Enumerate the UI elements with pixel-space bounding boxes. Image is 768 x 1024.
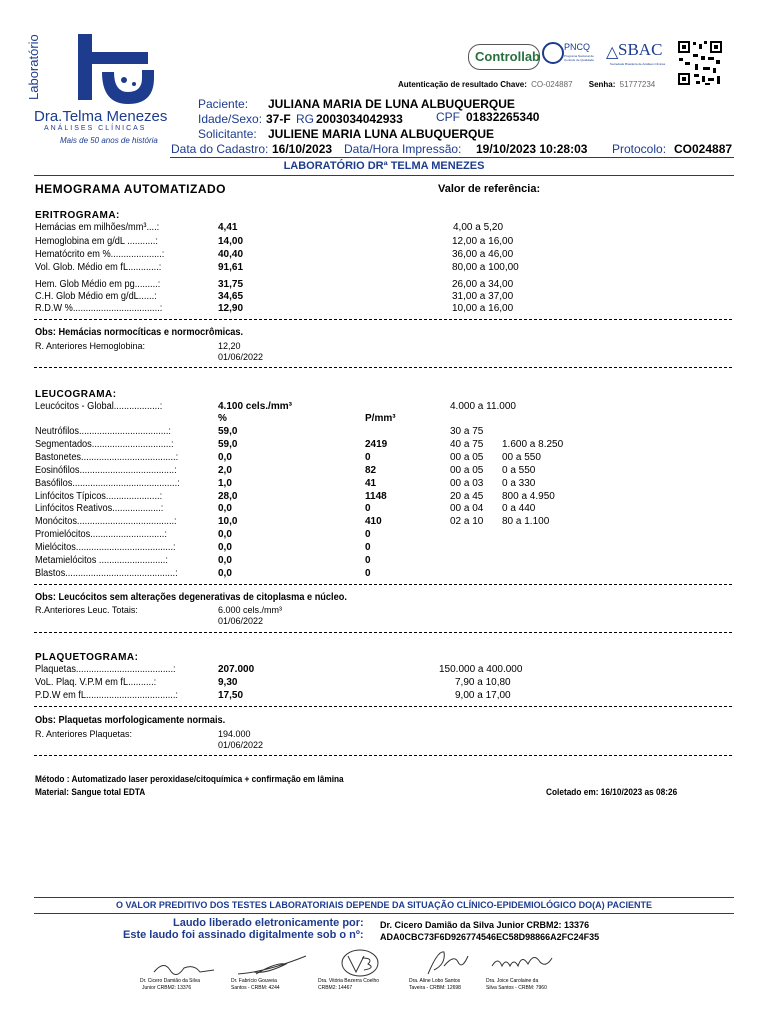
patient-impressao: 19/10/2023 10:28:03: [476, 142, 588, 156]
cell-label: Bastonetes.....................................:: [35, 451, 179, 463]
eritrograma-title: ERITROGRAMA:: [35, 210, 120, 221]
divider: [34, 319, 732, 320]
cell-ref-pct: 20 a 45: [450, 490, 484, 502]
banner-rule-top: [170, 157, 734, 158]
leucograma-prev-label: R.Anteriores Leuc. Totais:: [35, 605, 138, 615]
qr-code-icon: [677, 40, 723, 86]
cell-ref-abs: 00 a 550: [502, 451, 541, 463]
cell-ref-pct: 00 a 03: [450, 477, 484, 489]
cell-ref-abs: 80 a 1.100: [502, 516, 550, 528]
cell-abs: 0: [365, 529, 371, 541]
leucograma-prev-value: 6.000 cels./mm³: [218, 605, 283, 615]
patient-protocolo: CO024887: [674, 142, 733, 156]
cell-abs: 0: [365, 542, 371, 554]
cell-ref-abs: 0 a 330: [502, 477, 536, 489]
sbac-logo: SBAC △ Sociedade Brasileira de Análises Clínicas: [606, 40, 666, 66]
patient-protocolo-label: Protocolo:: [612, 142, 667, 156]
divider: [34, 755, 732, 756]
signature-1-name: Dr. Cicero Damião da Silva: [140, 978, 201, 984]
assinado-value: ADA0CBC73F6D926774546EC58D98866A2FC24F35: [380, 932, 600, 942]
patient-cpf: 01832265340: [466, 110, 540, 124]
lab-tagline: Mais de 50 anos de história: [60, 136, 158, 145]
cell-label: Promielócitos.............................:: [35, 529, 167, 541]
banner-rule-bottom: [34, 175, 734, 176]
patient-paciente-label: Paciente:: [198, 97, 249, 111]
abs-header: P/mm³: [365, 413, 396, 424]
plaquetograma-prev-date: 01/06/2022: [218, 740, 264, 750]
cell-label: Eosinófilos.....................................:: [35, 464, 177, 476]
signature-5-reg: Silva Santos - CRBM: 7960: [486, 985, 547, 991]
signature-3-name: Dra. Vitória Bezerra Coelho: [318, 978, 380, 984]
cell-ref-pct: 00 a 05: [450, 451, 484, 463]
plaquetograma-title: PLAQUETOGRAMA:: [35, 652, 139, 663]
pncq-icon: [542, 42, 564, 64]
cell-pct: 59,0: [218, 438, 238, 450]
exam-title: HEMOGRAMA AUTOMATIZADO: [35, 182, 226, 196]
signature-5-image: [488, 948, 558, 976]
patient-idade: 37-F: [266, 112, 291, 126]
cell-label: Linfócitos Reativos...................:: [35, 503, 164, 515]
patient-rg-label: RG: [296, 112, 314, 126]
cell-pct: 0,0: [218, 503, 232, 515]
signature-4-reg: Taveira - CRBM: 12698: [409, 985, 461, 991]
cell-pct: 0,0: [218, 451, 232, 463]
eritrograma-prev-label: R. Anteriores Hemoglobina:: [35, 341, 146, 351]
plaquetograma-prev-value: 194.000: [218, 729, 251, 739]
cell-abs: 0: [365, 567, 371, 579]
patient-solicitante-label: Solicitante:: [198, 127, 257, 141]
patient-cadastro-label: Data do Cadastro:: [171, 142, 269, 156]
signature-1-reg: Junior CRBM2: 13376: [142, 985, 192, 991]
cell-label: Mielócitos......................................:: [35, 542, 176, 554]
patient-cpf-label: CPF: [436, 110, 460, 124]
cell-label: Linfócitos Típicos.....................:: [35, 490, 163, 502]
cell-ref-abs: 800 a 4.950: [502, 490, 555, 502]
cell-ref-abs: 0 a 440: [502, 503, 536, 515]
patient-solicitante: JULIENE MARIA LUNA ALBUQUERQUE: [268, 127, 495, 141]
cell-pct: 59,0: [218, 426, 238, 437]
plaquetograma-prev-label: R. Anteriores Plaquetas:: [35, 729, 133, 739]
signature-4-name: Dra. Aline Lobo Santos: [409, 978, 461, 984]
lab-name: Dra.Telma Menezes: [34, 108, 168, 125]
signature-1-image: [150, 958, 220, 980]
sbac-flame-icon: △: [606, 44, 619, 61]
cell-label: Neutrófilos...................................:: [35, 426, 172, 437]
signature-3-reg: CRBM2: 14467: [318, 985, 353, 991]
signature-2-name: Dr. Fabrício Gouveia: [231, 978, 277, 984]
cell-pct: 0,0: [218, 555, 232, 566]
liberado-label: Laudo liberado eletronicamente por:: [173, 917, 364, 929]
signature-3-image: [336, 948, 384, 978]
cell-abs: 0: [365, 451, 371, 463]
auth-senha: 51777234: [619, 80, 656, 89]
predictive-note: O VALOR PREDITIVO DOS TESTES LABORATORIAIS DEPENDE DA SITUAÇÃO CLÍNICO-EPIDEMIOLÓGICO DO(A) PACIENTE: [115, 900, 653, 910]
cell-abs: 2419: [365, 438, 388, 450]
controllab-logo: Controllab: [468, 44, 540, 70]
leucograma-title: LEUCOGRAMA:: [35, 389, 117, 400]
cell-abs: 410: [365, 516, 382, 528]
pct-header: %: [218, 413, 227, 424]
cell-pct: 0,0: [218, 529, 232, 541]
ref-title: Valor de referência:: [438, 183, 541, 195]
cell-ref-pct: 00 a 05: [450, 464, 484, 476]
lab-subtitle: ANÁLISES CLÍNICAS: [44, 125, 147, 132]
footer-rule-top: [34, 897, 734, 898]
cell-pct: 10,0: [218, 516, 238, 528]
auth-line: Autenticação de resultado Chave: CO-024887 Senha: 51777234: [398, 80, 656, 89]
cell-ref-abs: 0 a 550: [502, 464, 536, 476]
cell-pct: 2,0: [218, 464, 232, 476]
patient-idade-label: Idade/Sexo:: [198, 112, 263, 126]
cell-label: Segmentados...............................:: [35, 438, 174, 450]
patient-rg: 2003034042933: [316, 112, 403, 126]
logo-side-text: Laboratório: [26, 34, 41, 100]
pncq-logo: PNCQ Programa Nacional de Controle de Qualidade: [542, 40, 600, 70]
patient-impressao-label: Data/Hora Impressão:: [344, 142, 462, 156]
cell-ref-abs: 1.600 a 8.250: [502, 438, 564, 450]
signature-4-image: [424, 946, 472, 978]
material: Material: Sangue total EDTA: [35, 787, 146, 797]
cell-abs: 0: [365, 555, 371, 566]
cell-label: Metamielócitos ..........................:: [35, 555, 168, 566]
divider: [34, 632, 732, 633]
cell-abs: 41: [365, 477, 377, 489]
cell-abs: 1148: [365, 490, 387, 502]
cell-ref-pct: 30 a 75: [450, 426, 484, 437]
logo-mark-icon: [78, 34, 160, 108]
signature-5-name: Dra. Joice Carolaine da: [486, 978, 539, 984]
divider: [34, 367, 732, 368]
cell-label: Basófilos.........................................:: [35, 477, 180, 489]
eritrograma-prev-value: 12,20: [218, 341, 241, 351]
divider: [34, 706, 732, 707]
eritrograma-obs: Obs: Hemácias normocíticas e normocrômicas.: [35, 327, 244, 338]
metodo: Método : Automatizado laser peroxidase/citoquímica + confirmação em lâmina: [35, 774, 344, 784]
auth-key: CO-024887: [531, 80, 573, 89]
divider: [34, 584, 732, 585]
patient-cadastro: 16/10/2023: [272, 142, 333, 156]
signature-2-reg: Santos - CRBM: 4244: [231, 985, 280, 991]
cell-pct: 0,0: [218, 542, 232, 554]
cell-abs: 0: [365, 503, 371, 515]
cell-abs: 82: [365, 464, 377, 476]
cell-pct: 28,0: [218, 490, 238, 502]
liberado-value: Dr. Cicero Damião da Silva Junior CRBM2: 13376: [380, 920, 590, 930]
cell-ref-pct: 40 a 75: [450, 438, 484, 450]
cell-ref-pct: 00 a 04: [450, 503, 484, 515]
plaquetograma-obs: Obs: Plaquetas morfologicamente normais.: [35, 715, 226, 726]
signature-2-image: [236, 952, 312, 978]
coletado: Coletado em: 16/10/2023 as 08:26: [546, 787, 678, 797]
cell-pct: 0,0: [218, 567, 232, 579]
eritrograma-prev-date: 01/06/2022: [218, 352, 264, 362]
leucograma-obs: Obs: Leucócitos sem alterações degenerativas de citoplasma e núcleo.: [35, 592, 347, 603]
lab-banner: LABORATÓRIO DRª TELMA MENEZES: [283, 160, 485, 172]
cell-label: Blastos...........................................:: [35, 567, 178, 579]
footer-rule-bottom: [34, 913, 734, 914]
cell-label: Monócitos......................................:: [35, 516, 177, 528]
leucograma-prev-date: 01/06/2022: [218, 616, 264, 626]
cell-pct: 1,0: [218, 477, 232, 489]
patient-name: JULIANA MARIA DE LUNA ALBUQUERQUE: [268, 97, 515, 111]
cell-ref-pct: 02 a 10: [450, 516, 484, 528]
assinado-label: Este laudo foi assinado digitalmente sob o nº:: [123, 929, 364, 941]
